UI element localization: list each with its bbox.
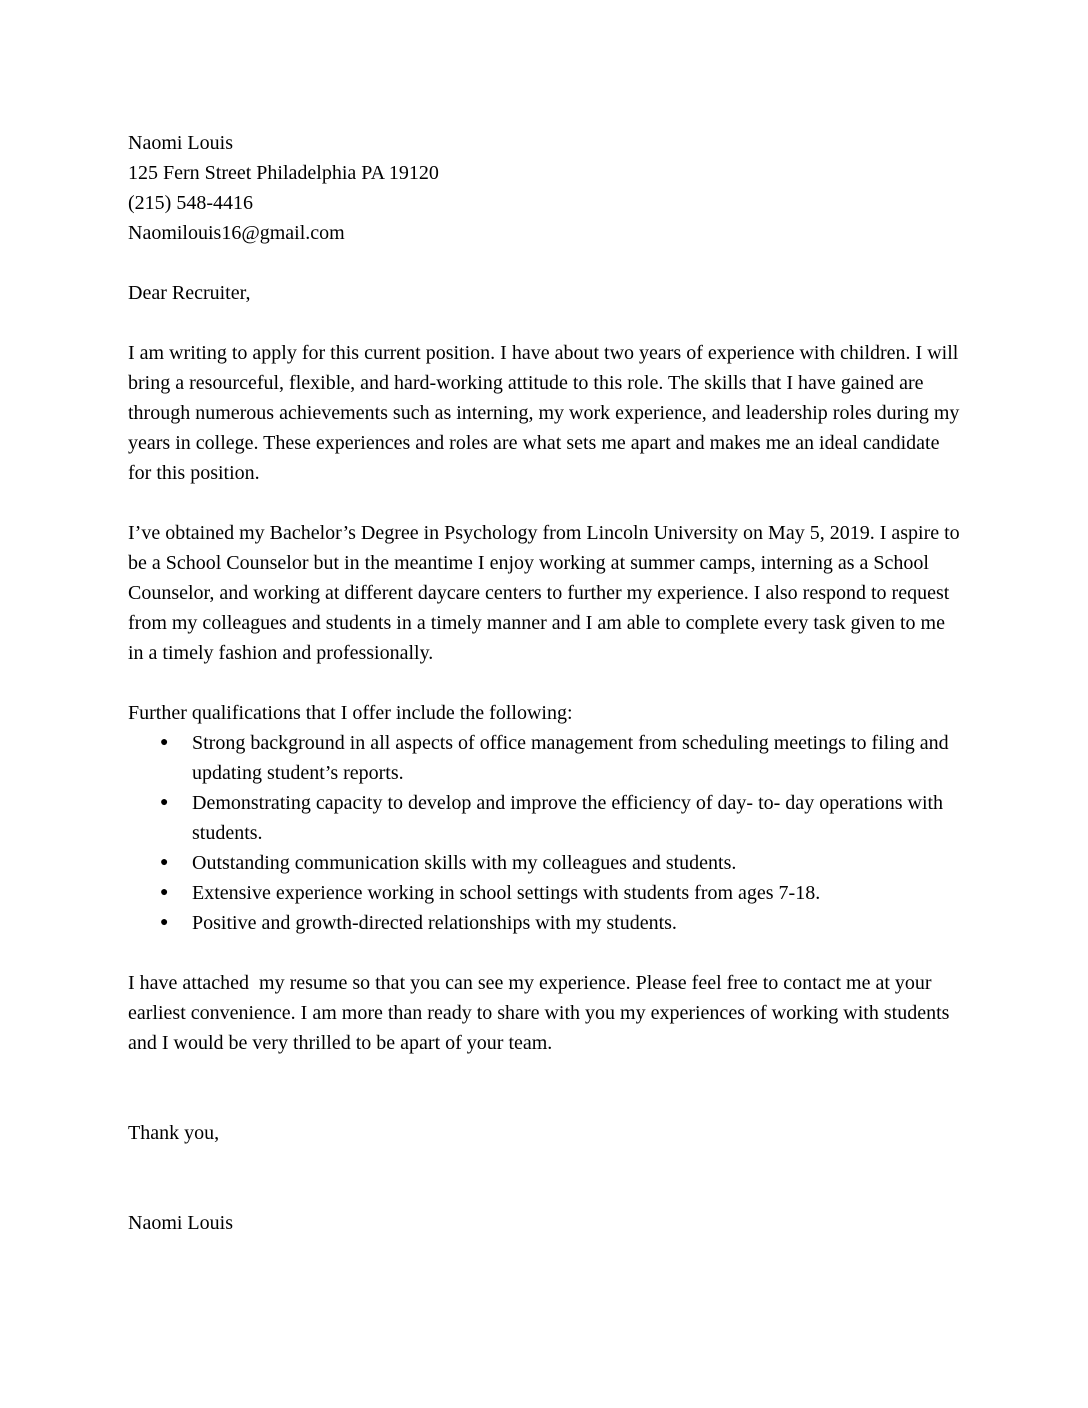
paragraph-qualifications-intro: Further qualifications that I offer include the following:: [128, 702, 573, 724]
signoff: Thank you,: [128, 1122, 220, 1144]
sender-block: [128, 128, 960, 248]
sender-address: 125 Fern Street Philadelphia PA 19120: [128, 162, 439, 184]
paragraph-intro: I am writing to apply for this current position. I have about two years of experience with children. I will bring a resourceful, flexible, and hard-working attitude to this role. The skills that I have gained are through numerous achievements such as interning, my work experience, and leadership roles during my years in college. These experiences and roles are what sets me apart and makes me an ideal candidate for this position.: [128, 342, 965, 484]
sender-email: Naomilouis16@gmail.com: [128, 222, 345, 244]
salutation: Dear Recruiter,: [128, 282, 251, 304]
list-item: ● Strong background in all aspects of office management from scheduling meetings to filing and updating student’s reports.: [128, 728, 960, 788]
list-item: ● Outstanding communication skills with my colleagues and students.: [128, 848, 960, 878]
paragraph-education: I’ve obtained my Bachelor’s Degree in Psychology from Lincoln University on May 5, 2019. I aspire to be a School Counselor but in the meantime I enjoy working at summer camps, interning as a School Counselor, and working at different daycare centers to further my experience. I also respond to request from my colleagues and students in a timely manner and I am able to complete every task given to me in a timely fashion and professionally.: [128, 522, 965, 664]
qualifications-list: [128, 728, 960, 938]
list-item: ● Demonstrating capacity to develop and improve the efficiency of day- to- day operations with students.: [128, 788, 960, 848]
sender-phone: (215) 548-4416: [128, 192, 253, 214]
list-item: ● Extensive experience working in school settings with students from ages 7-18.: [128, 878, 960, 908]
list-item: ● Positive and growth-directed relationships with my students.: [128, 908, 960, 938]
paragraph-closing: I have attached my resume so that you can see my experience. Please feel free to contact me at your earliest convenience. I am more than ready to share with you my experiences of working with students and I would be very thrilled to be apart of your team.: [128, 972, 955, 1054]
sender-name: Naomi Louis: [128, 132, 233, 154]
signature-name: Naomi Louis: [128, 1212, 233, 1234]
